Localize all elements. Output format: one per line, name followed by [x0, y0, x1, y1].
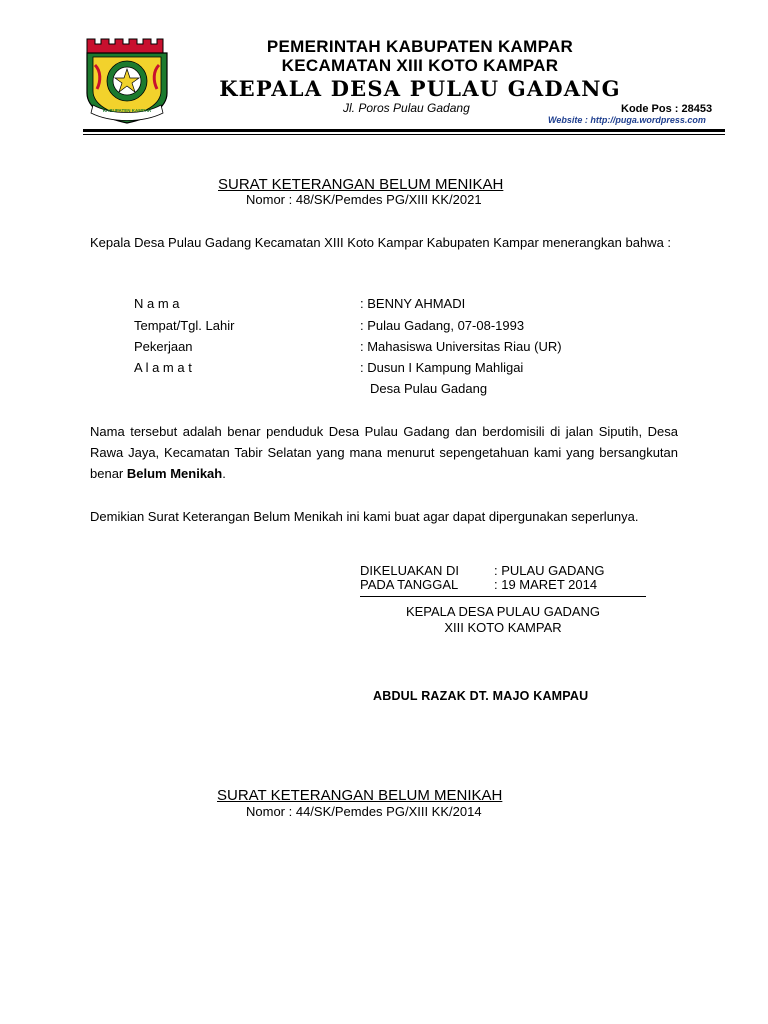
header-website: Website : http://puga.wordpress.com — [548, 115, 706, 125]
header-rule-thin — [83, 134, 725, 135]
signer-title-2: XIII KOTO KAMPAR — [444, 620, 562, 635]
kampar-regency-logo — [83, 35, 171, 125]
signature-rule — [360, 596, 646, 597]
header-line-1: PEMERINTAH KABUPATEN KAMPAR — [266, 37, 574, 56]
letter2-title: SURAT KETERANGAN BELUM MENIKAH — [217, 787, 503, 804]
issued-at-label: DIKELUAKAN DI — [360, 563, 459, 578]
statement-paragraph — [90, 421, 678, 484]
field-label-occupation: Pekerjaan — [134, 339, 193, 354]
letter2-number: Nomor : 44/SK/Pemdes PG/XIII KK/2014 — [246, 804, 482, 819]
logo-ribbon-text: KABUPATEN KAMPAR — [102, 108, 152, 113]
letter-title: SURAT KETERANGAN BELUM MENIKAH — [218, 176, 504, 193]
intro-paragraph: Kepala Desa Pulau Gadang Kecamatan XIII Koto Kampar Kabupaten Kampar menerangkan bahwa : — [90, 235, 672, 250]
field-value-nama: : BENNY AHMADI — [360, 296, 466, 311]
field-label-birth: Tempat/Tgl. Lahir — [134, 318, 235, 333]
field-value-birth: : Pulau Gadang, 07-08-1993 — [360, 318, 525, 333]
header-address: Jl. Poros Pulau Gadang — [343, 101, 470, 115]
field-label-address: A l a m a t — [134, 360, 192, 375]
signer-title-1: KEPALA DESA PULAU GADANG — [405, 604, 601, 619]
header-kode-pos: Kode Pos : 28453 — [621, 103, 713, 115]
header-line-2: KECAMATAN XIII KOTO KAMPAR — [281, 56, 559, 75]
signer-name: ABDUL RAZAK DT. MAJO KAMPAU — [373, 689, 589, 703]
statement-text: Nama tersebut adalah benar penduduk Desa Pulau Gadang dan berdomisili di jalan Siputih, Desa Rawa Jaya, Kecamatan Tabir Selatan yang mana menurut sepengetahuan kami yang bersangkutan benar — [90, 424, 678, 481]
field-value-occupation: : Mahasiswa Universitas Riau (UR) — [360, 339, 562, 354]
issued-at-value: : PULAU GADANG — [494, 563, 605, 578]
field-value-address: : Dusun I Kampung Mahligai — [360, 360, 524, 375]
statement-bold: Belum Menikah — [126, 466, 223, 481]
header-line-3: KEPALA DESA PULAU GADANG — [219, 76, 621, 101]
statement-end: . — [222, 466, 226, 481]
field-value-address-line2: Desa Pulau Gadang — [370, 381, 488, 396]
date-label: PADA TANGGAL — [360, 577, 459, 592]
letter-number: Nomor : 48/SK/Pemdes PG/XIII KK/2021 — [246, 192, 482, 207]
header-rule-thick — [83, 129, 725, 132]
date-value: : 19 MARET 2014 — [494, 577, 598, 592]
field-label-nama: N a m a — [134, 296, 180, 311]
closing-paragraph: Demikian Surat Keterangan Belum Menikah ini kami buat agar dapat dipergunakan seperlunya. — [90, 509, 639, 524]
